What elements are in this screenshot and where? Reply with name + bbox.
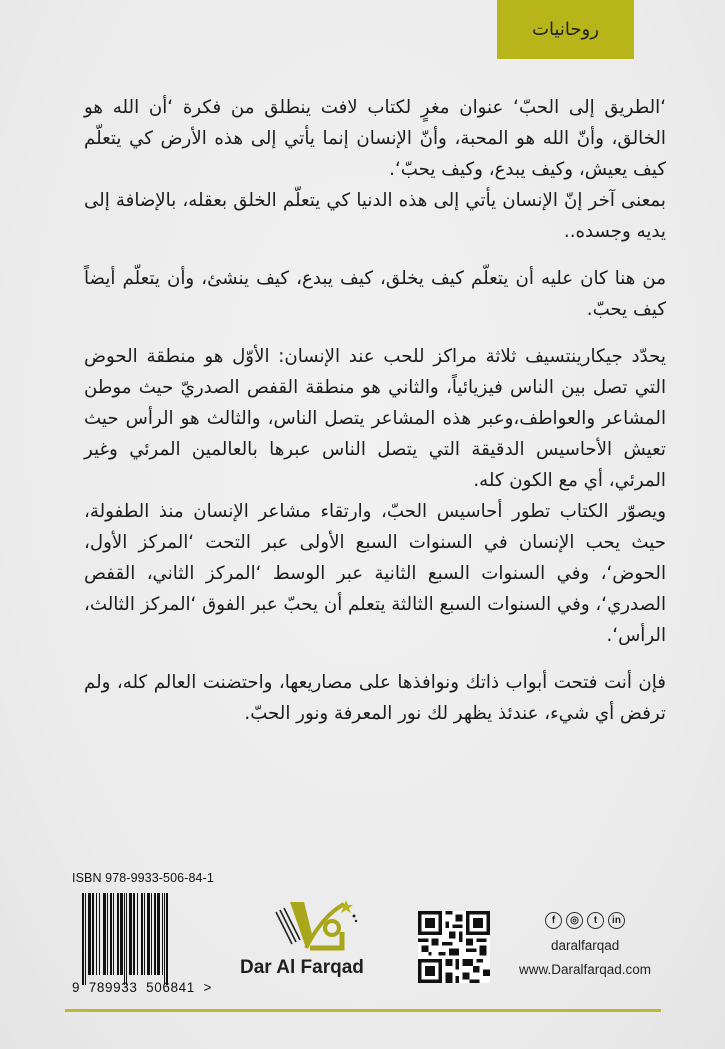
blurb-paragraph: بمعنى آخر إنّ الإنسان يأتي إلى هذه الدنيا كي يتعلّم الخلق بعقله، بالإضافة إلى يديه وجسده.. bbox=[84, 190, 666, 242]
blurb-paragraph: ‘الطريق إلى الحبّ‘ عنوان مغرٍ لكتاب لافت ينطلق من فكرة ‘أن الله هو الخالق، وأنّ الله هو المحبة، وأنّ الإنسان إنما يأتي إلى هذه الأرض كي يتعلّم كيف يعيش، وكيف يبدع، وكيف يحبّ‘. bbox=[84, 97, 666, 180]
book-blurb bbox=[84, 92, 666, 745]
category-tag bbox=[497, 0, 634, 59]
category-label: روحانيات bbox=[532, 19, 599, 40]
barcode-digits: 9 789933 506841 > bbox=[72, 980, 212, 995]
blurb-paragraph: يحدّد جيكارينتسيف ثلاثة مراكز للحب عند الإنسان: الأوّل هو منطقة الحوض التي تصل بين الناس فيزيائياً، والثاني هو منطقة القفص الصدريّ حيث موطن المشاعر والعواطف،وعبر هذه المشاعر يتصل الناس، والثالث هو الرأس حيث تعيش الأحاسيس الدقيقة التي يتصل الناس عبرها بالعالمين المرئي وغير المرئي، أي مع الكون كله. bbox=[84, 346, 666, 491]
blurb-paragraph: فإن أنت فتحت أبواب ذاتك ونوافذها على مصاريعها، واحتضنت العالم كله، ولم ترفض أي شيء، عندئذ يظهر لك نور المعرفة ونور الحبّ. bbox=[84, 672, 666, 724]
social-handle: daralfarqad bbox=[551, 938, 620, 953]
social-icons bbox=[545, 912, 625, 929]
qr-code[interactable] bbox=[418, 911, 490, 983]
instagram-icon[interactable]: ◎ bbox=[566, 912, 583, 929]
publisher-logo bbox=[270, 898, 380, 958]
isbn-label: ISBN 978-9933-506-84-1 bbox=[72, 871, 214, 885]
blurb-paragraph: ويصوّر الكتاب تطور أحاسيس الحبّ، وارتقاء مشاعر الإنسان منذ الطفولة، حيث يحب الإنسان في السنوات السبع الأولى عبر التحت ‘المركز الأول، الحوض‘، وفي السنوات السبع الثانية عبر الوسط ‘المركز الثاني، القفص الصدري‘، وفي السنوات السبع الثالثة يتعلم أن يحبّ عبر الفوق ‘المركز الثالث، الرأس‘. bbox=[84, 501, 666, 646]
footer-divider bbox=[65, 1009, 661, 1012]
twitter-icon[interactable]: t bbox=[587, 912, 604, 929]
website-link[interactable]: www.Daralfarqad.com bbox=[519, 962, 652, 977]
linkedin-icon[interactable]: in bbox=[608, 912, 625, 929]
blurb-paragraph: من هنا كان عليه أن يتعلّم كيف يخلق، كيف يبدع، كيف ينشئ، وأن يتعلّم أيضاً كيف يحبّ. bbox=[84, 268, 666, 320]
barcode bbox=[82, 893, 202, 985]
publisher-name: Dar Al Farqad bbox=[240, 957, 364, 978]
facebook-icon[interactable]: f bbox=[545, 912, 562, 929]
